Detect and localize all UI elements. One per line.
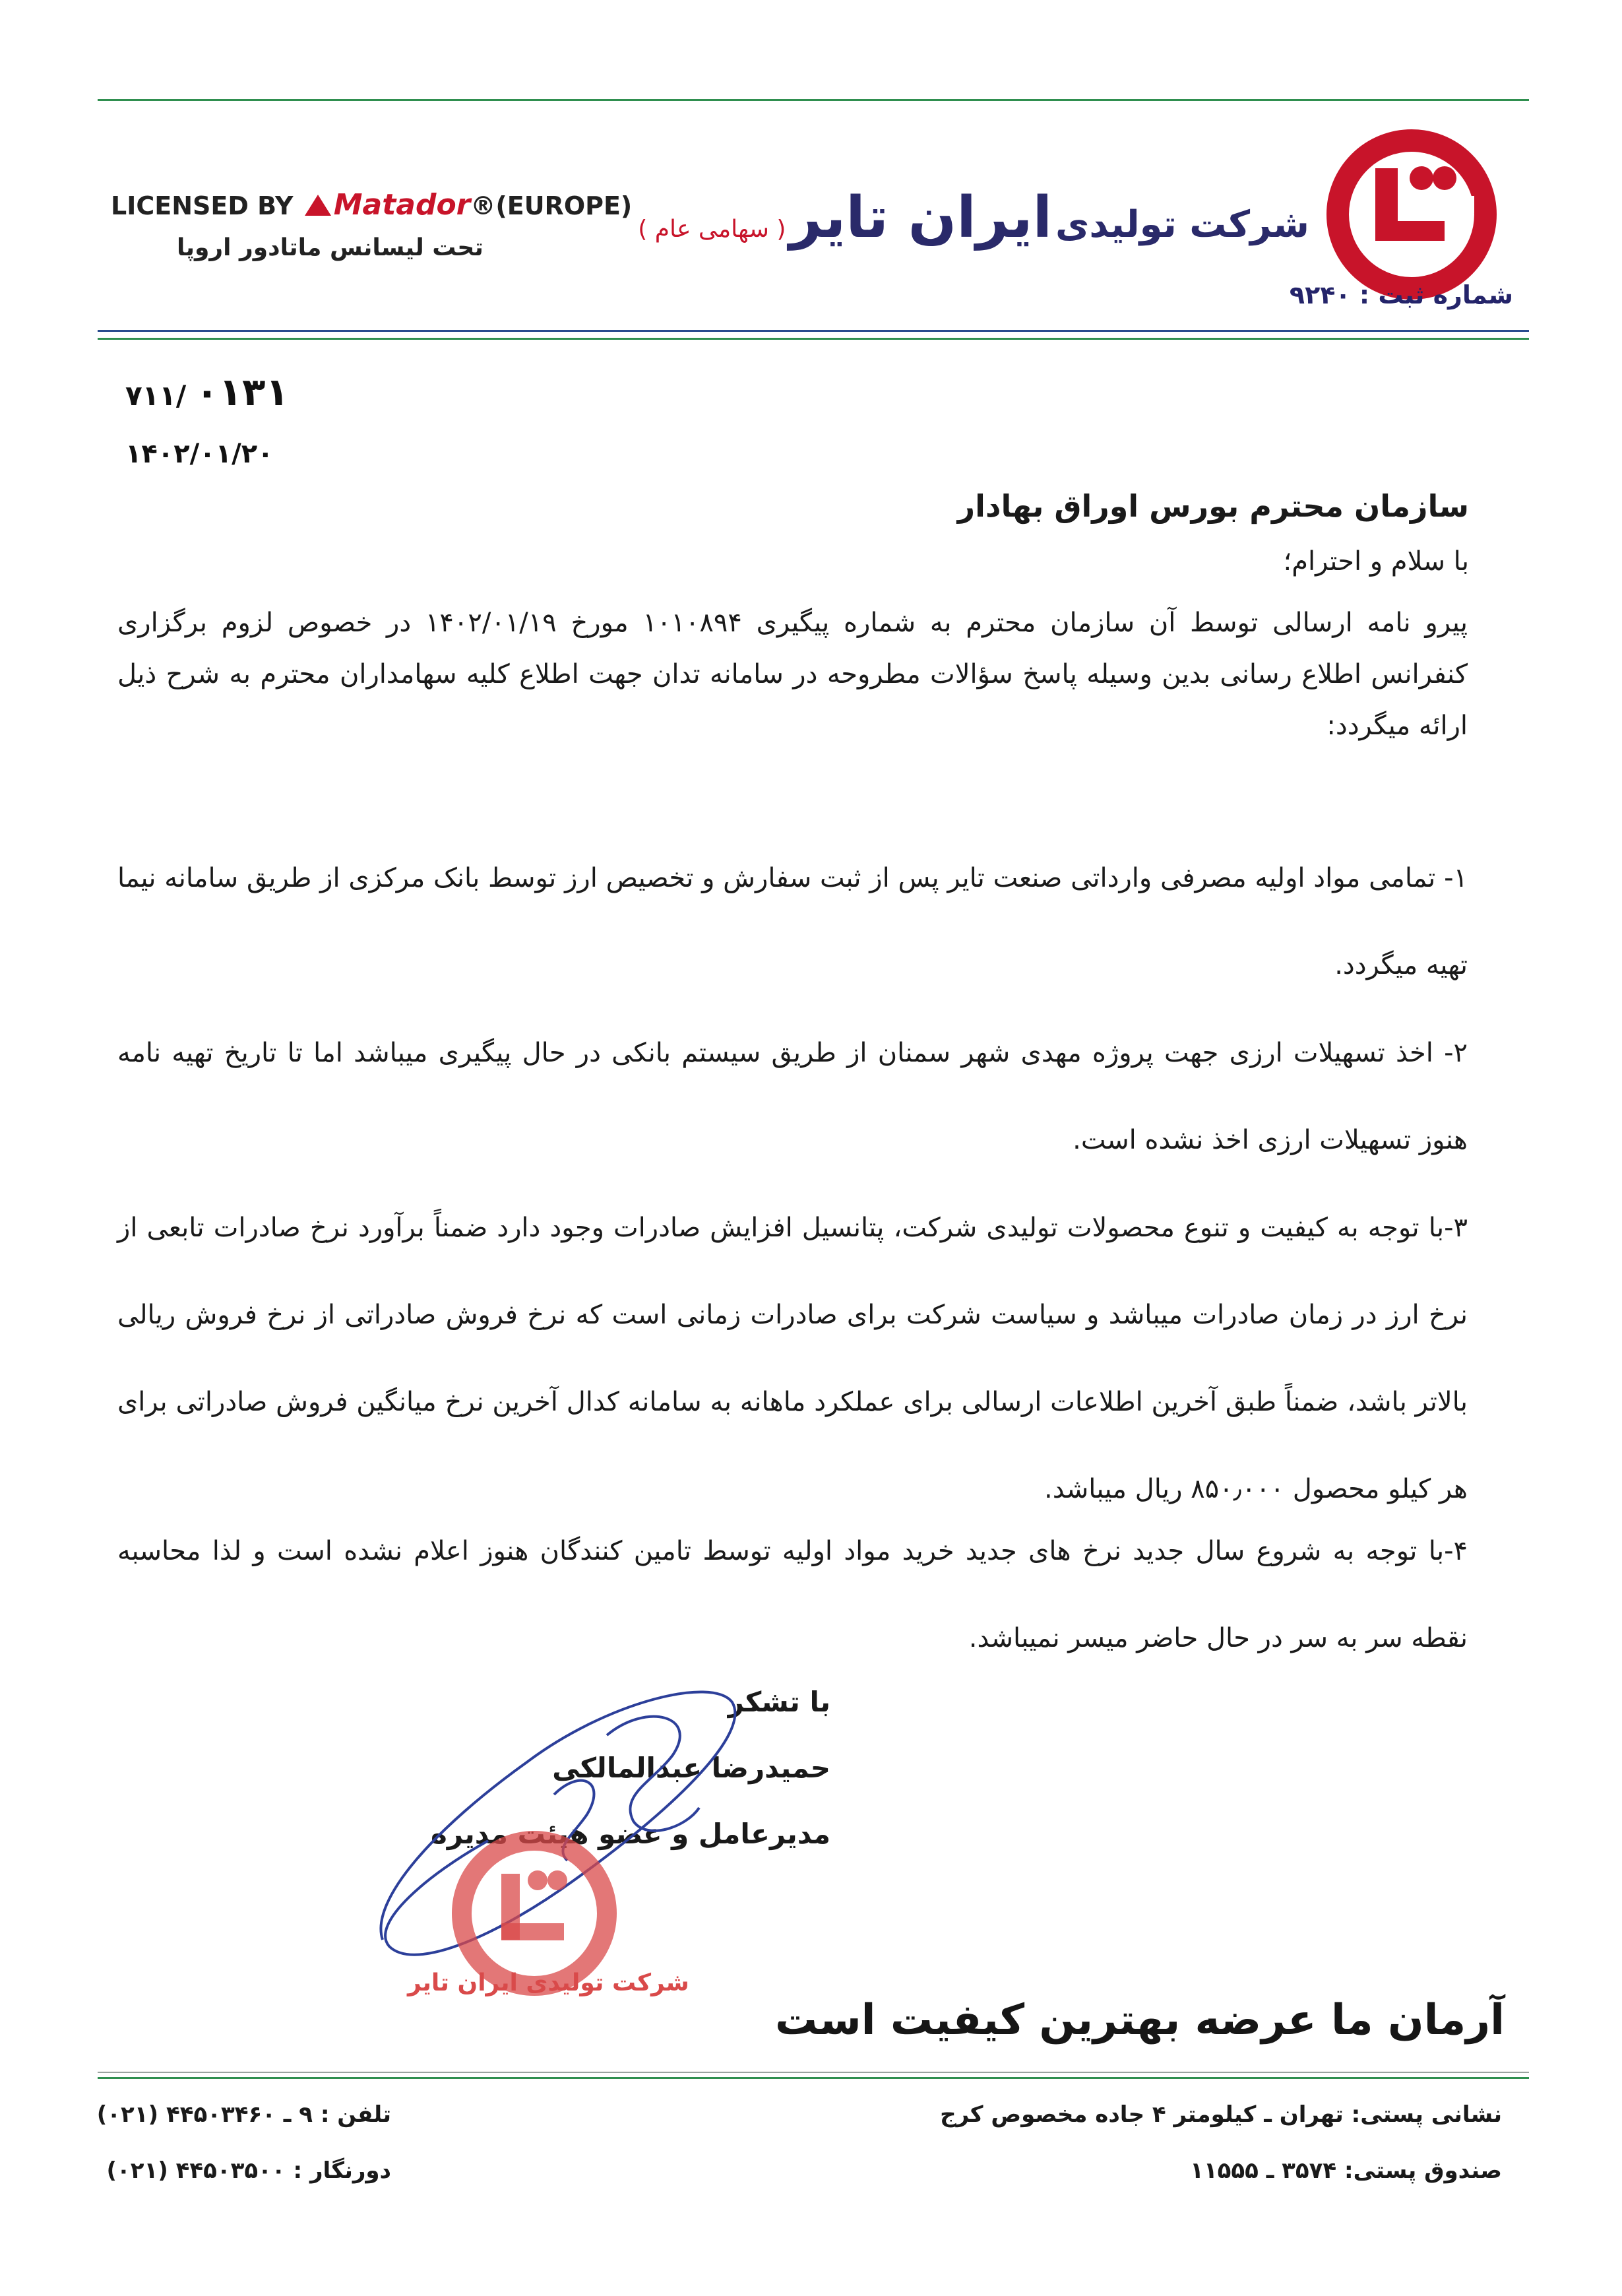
list-item: ۲- اخذ تسهیلات ارزی جهت پروژه مهدی شهر سمنان از طریق سیستم بانکی در حال پیگیری میباشد اما تا تاریخ تهیه نامه هنوز تسهیلات ارزی اخذ نشده است. [117, 1038, 1468, 1155]
license-prefix: LICENSED BY [111, 191, 294, 220]
footer-rule-grey [98, 2072, 1529, 2073]
company-motto: آرمان ما عرضه بهترین کیفیت است [774, 1996, 1505, 2045]
stamp-text: شرکت تولیدی ایران تایر [408, 1969, 689, 1996]
list-item: ۱- تمامی مواد اولیه مصرفی وارداتی صنعت تایر پس از ثبت سفارش و تخصیص ارز توسط بانک مرکزی از طریق سامانه نیما تهیه میگردد. [117, 863, 1468, 980]
list-item: ۳-با توجه به کیفیت و تنوع محصولات تولیدی شرکت، پتانسیل افزایش صادرات وجود دارد ضمناً برآورد نرخ صادرات تابعی از نرخ ارز در زمان صادرات میباشد و سیاست شرکت برای صادرات زمانی است که نرخ فروش صادراتی از نرخ فروش ریالی بالاتر باشد، ضمناً طبق آخرین اطلاعات ارسالی برای عملکرد ماهانه به سامانه کدال آخرین نرخ میانگین فروش صادراتی برای هر کیلو محصول ۸۵۰٫۰۰۰ ریال میباشد. [117, 1213, 1468, 1504]
registration-number: شماره ثبت : ۹۲۴۰ [1289, 280, 1513, 309]
footer-po-box: صندوق پستی: ۳۵۷۴ ـ ۱۱۵۵۵ [1190, 2157, 1502, 2184]
closing: با تشکر [728, 1686, 830, 1718]
company-stamp [422, 1821, 660, 2045]
footer-rule-green [98, 2077, 1529, 2079]
recipient: سازمان محترم بورس اوراق بهادار [957, 488, 1469, 524]
footer-fax: دورنگار : ۴۴۵۰۳۵۰۰ (۰۲۱) [106, 2157, 391, 2184]
license-brand: Matador [333, 188, 471, 222]
intro-paragraph: پیرو نامه ارسالی توسط آن سازمان محترم به شماره پیگیری ۱۰۱۰۸۹۴ مورخ ۱۴۰۲/۰۱/۱۹ در خصوص لزوم برگزاری کنفرانس اطلاع رسانی بدین وسیله پاسخ سؤالات مطروحه در سامانه تدان جهت اطلاع کلیه سهامداران محترم به شرح ذیل ارائه میگردد: [117, 608, 1468, 741]
footer-address: نشانی پستی: تهران ـ کیلومتر ۴ جاده مخصوص کرج [940, 2101, 1502, 2128]
letter-number-prefix: ۷۱۱/ [125, 379, 187, 412]
company-logo-icon [1323, 122, 1501, 300]
header-bottom-rule-green [98, 338, 1529, 340]
list-item: ۴-با توجه به شروع سال جدید نرخ های جدید خرید مواد اولیه توسط تامین کنندگان هنوز اعلام نشده است و لذا محاسبه نقطه سر به سر در حال حاضر میسر نمیباشد. [117, 1536, 1468, 1653]
letter-number [125, 369, 289, 414]
greeting: با سلام و احترام؛ [1283, 546, 1469, 577]
license-line [111, 188, 632, 222]
license-fa: تحت لیسانس ماتادور اروپا [177, 234, 483, 261]
letter-date: ۱۴۰۲/۰۱/۲۰ [125, 439, 274, 469]
company-type: ( سهامی عام ) [638, 216, 786, 243]
header-bottom-rule-blue [98, 330, 1529, 332]
matador-logo-icon [305, 195, 331, 216]
header-top-rule [98, 99, 1529, 101]
signatory-name: حمیدرضا عبدالمالکی [552, 1752, 830, 1784]
license-suffix: ®(EUROPE) [470, 191, 633, 220]
signatory-title: مدیرعامل و عضو هیئت مدیره [431, 1818, 830, 1850]
company-lead: شرکت تولیدی [1055, 203, 1309, 246]
letter-number-value: ۰۱۳۱ [195, 369, 289, 414]
footer-phone: تلفن : ۹ ـ ۴۴۵۰۳۴۶۰ (۰۲۱) [96, 2101, 391, 2128]
company-name: ایران تایر [789, 185, 1052, 251]
company-title [638, 185, 1309, 251]
